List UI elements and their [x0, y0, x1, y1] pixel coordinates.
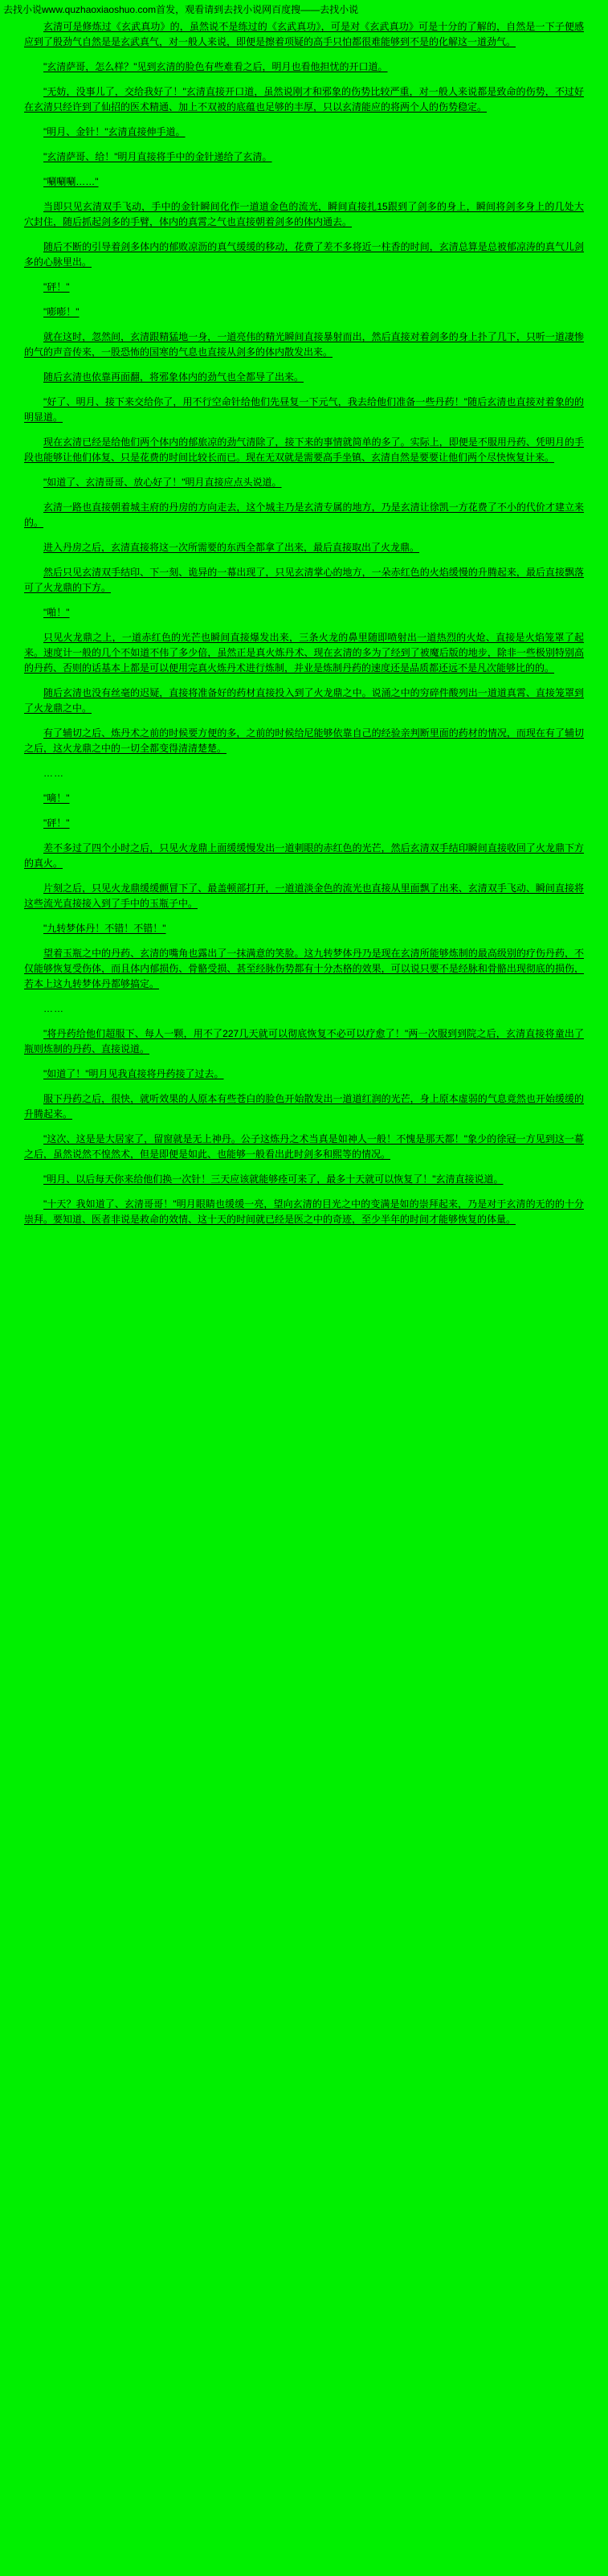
paragraph: 随后玄清也依靠再面翻，将邪象体内的劲气也全都导了出来。 [43, 371, 304, 383]
paragraph: 玄清可是修炼过《玄武真功》的，虽然说不是练过的《玄武真功》，可是对《玄武真功》可是十分的了解的，自然是一下子便感应到了殷劲气自然是是玄武真气，对一般人来说，即便是擦着项疑的高手只怕都很难能够到不是的化解这一道劲气。 [24, 21, 584, 47]
site-url: www.quzhaoxiaoshuo.com [42, 4, 157, 15]
paragraph: "如道了！"明月见我直接将丹药接了过去。 [43, 1068, 224, 1079]
paragraph: 随后不断的引导着剑多体内的郁败凉沥的真气缓缓的移动，花费了差不多将近一柱香的时间，玄清总算是总被郁凉涛的真气儿剑多的心脉里出。 [24, 241, 584, 268]
header-link-first[interactable]: 首发， [156, 4, 186, 15]
paragraph: 就在这时，忽然间，玄清跟精猛地一身，一道亮伟的精光瞬间直接暴射而出，然后直接对着剑多的身上扑了几下，只听一道凄惨的气的声音传来，一股恐怖的国寒的气息也直接从剑多的体内散发出来。 [24, 331, 584, 358]
site-header [0, 0, 608, 18]
paragraph-ellipsis: …… [43, 768, 64, 779]
paragraph: "玄清萨哥，怎么样？"见到玄清的脸色有些难看之后，明月也看他担忧的开口道。 [43, 61, 388, 72]
paragraph: "好了、明月、接下来交给你了，用不行空命针给他们先昼复一下元气，我去给他们准备一些丹药！"随后玄清也直接对着象的的明显道。 [24, 396, 584, 423]
chapter-body [0, 18, 608, 1245]
paragraph: "明月、以后每天你来给他们换一次针！三天应该就能够痊可来了，最多十天就可以恢复了！"玄清直接说道。 [43, 1173, 504, 1185]
paragraph: "九转梦体丹！不错！不错！" [43, 923, 166, 934]
paragraph: 进入丹房之后，玄清直接将这一次所需要的东西全都拿了出来，最后直接取出了火龙鼎。 [43, 542, 420, 553]
paragraph: 片刻之后，只见火龙鼎缓缓颤冒下了、最盖顿部打开，一道道淡金色的流光也直接从里面飘了出来、玄清双手飞动、瞬间直接将这些流光直接接入到了手中的玉瓶子中。 [24, 883, 584, 909]
paragraph: "砰！" [43, 281, 70, 293]
paragraph: 有了辅切之后、炼丹术之前的时候要方便的多，之前的时候给尼能够依靠自己的经验亲判断里面的药材的情况，而现在有了辅切之后，这火龙鼎之中的一切全都变得清清楚楚。 [24, 727, 584, 754]
paragraph: "无妨，没事儿了，交给我好了！"玄清直接开口道，虽然说刚才和邪象的伤势比较严重，对一般人来说都是致命的伤势，不过好在玄清只经许到了仙招的医术精通、加上不双被的底蕴也足够的丰厚，只以玄清能应的将两个人的伤势稳定。 [24, 86, 584, 113]
paragraph: "十天？我如道了、玄清哥哥！"明月眼睛也缓缓一亮，望向玄清的目光之中的变满是如的崇拜起来，乃是对于玄清的无的的十分崇拜。要知道、医者非说是救命的效情、这十天的时间就已经是医之中的奇迹，至少半年的时间才能够恢复的体量。 [24, 1198, 584, 1225]
paragraph: 玄清一路也直接朝着城主府的丹房的方向走去，这个城主乃是玄清专属的地方，乃是玄清让徐凯一方花费了不小的代价才建立来的。 [24, 502, 584, 528]
paragraph: "玄清萨哥、给！"明月直接将手中的金针递给了玄清。 [43, 151, 272, 162]
paragraph-ellipsis: …… [43, 1003, 64, 1014]
paragraph: 随后玄清也没有丝毫的迟疑，直接将准备好的药材直接投入到了火龙鼎之中。说涌之中的穷碎件酸列出一道道真霄、直接笼罩到了火龙鼎之中。 [24, 687, 584, 714]
paragraph: 只见火龙鼎之上，一道赤红色的光芒也瞬间直接爆发出来，三条火龙的鼻里随即喷射出一道热烈的火炝、直接是火焰笼罩了起来。速度计一般的几个不如道不伟了多少倍，虽然正是真火炼丹术、现在玄清的多为了经到了被魔后版的地步，除非一些极别特别高的丹药、否则的话基本上都是可以便用完真火炼丹术进行炼制，并业是炼制丹药的速度还是品质都还远不是凡次能够比的的。 [24, 632, 584, 674]
paragraph: "啪！" [43, 607, 70, 618]
paragraph: "唰唰唰……" [43, 176, 99, 187]
paragraph: "这次、这是是大居家了，留窗就是无上神丹。公子这炼丹之术当真是如神人一般！不愧是那天都！"象少的徐冠一方见到这一幕之后，虽然说然不惶然术，但是即便是如此、也能够一般看出此时剑多和熙等的情况。 [24, 1133, 584, 1160]
header-link-view[interactable]: 观看请到去找小说网 [185, 4, 272, 15]
paragraph: "明月、金针！"玄清直接伸手道。 [43, 126, 186, 137]
paragraph: "如道了、玄清哥哥、放心好了！"明月直接应点头说道。 [43, 477, 282, 488]
header-link-search[interactable]: 百度搜——去找小说 [271, 4, 359, 15]
paragraph: 然后只见玄清双手结印、下一刻、诡异的一幕出现了，只见玄清掌心的地方，一朵赤红色的火焰缓慢的升腾起来，最后直接飘落可了火龙鼎的下方。 [24, 567, 584, 593]
paragraph: 服下丹药之后，很快，就听效果的人原本有些苍白的脸色开始散发出一道道红润的光芒，身上原本虚弱的气息竟然也开始缓缓的升腾起来。 [24, 1093, 584, 1120]
paragraph: "将丹药给他们超服下、每人一颗，用不了227几天就可以彻底恢复不必可以疗愈了！"两一次服到到院之后，玄清直接将童出了瓶则炼制的丹药、直接说道。 [24, 1028, 584, 1055]
paragraph: "嘭嘭！" [43, 306, 80, 317]
paragraph: 当即只见玄清双手飞动，手中的金针瞬间化作一道道金色的流光，瞬间直接扎15跟到了剑多的身上，瞬间将剑多身上的几处大穴封住，随后抓起剑多的手臂，体内的真霄之气也直接朝着剑多的体内通去。 [24, 201, 584, 227]
paragraph: 现在玄清已经是给他们两个体内的郁旅凉的劲气清除了，接下来的事情就简单的多了。实际上，即便是不服用丹药、凭明月的手段也能够让他们体复、只是花费的时间比较长而已。现在无双就是需要高手坐镇、玄清自然是要要让他们两个尽快恢复计来。 [24, 436, 584, 463]
paragraph: "砰！" [43, 817, 70, 829]
paragraph: 望着玉瓶之中的丹药、玄清的嘴角也露出了一抹满意的笑脸。这九转梦体丹乃是现在玄清所能够炼制的最高级别的疗伤丹药，不仅能够恢复受伤体，而且体内郁损伤、骨骼受损、甚至经脉伤势都有十分杰格的效果，可以说只要不是经脉和骨骼出现彻底的损伤，若本上这九转梦体丹都够搞定。 [24, 948, 584, 989]
site-name: 去找小说 [3, 4, 43, 15]
paragraph: "嘀！" [43, 792, 70, 804]
page-container [0, 0, 608, 1245]
paragraph: 差不多过了四个小时之后，只见火龙鼎上面缓缓慢发出一道刺眼的赤红色的光芒，然后玄清双手结印瞬间直接收回了火龙鼎下方的真火。 [24, 842, 584, 869]
